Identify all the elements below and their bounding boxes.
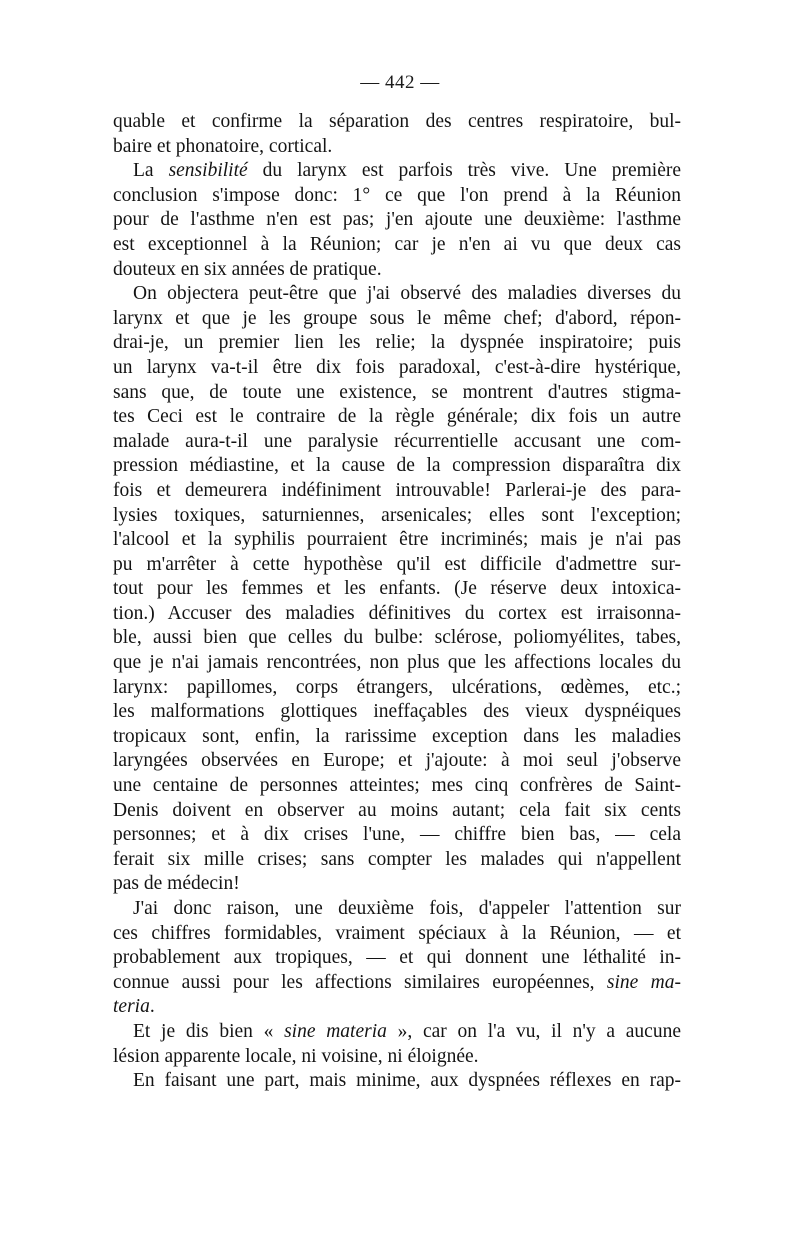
text-line: pu m'arrêter à cette hypothèse qu'il est difficile d'admettre sur- bbox=[113, 553, 681, 575]
text-line: est exceptionnel à la Réunion; car je n'en ai vu que deux cas bbox=[113, 233, 681, 255]
text-span: . bbox=[149, 996, 155, 1018]
text-line: ces chiffres formidables, vraiment spéciaux à la Réunion, — et bbox=[113, 922, 681, 944]
text-line: les malformations glottiques ineffaçables des vieux dyspnéiques bbox=[113, 701, 681, 723]
text-line: J'ai donc raison, une deuxième fois, d'appeler l'attention sur bbox=[133, 898, 681, 919]
text-line bbox=[113, 971, 681, 996]
italic-text: sine materia bbox=[284, 1020, 387, 1042]
text-line: tropicaux sont, enfin, la rarissime exception dans les maladies bbox=[113, 725, 681, 747]
text-line bbox=[113, 1020, 681, 1045]
text-line: lysies toxiques, saturniennes, arsenicales; elles sont l'exception; bbox=[113, 504, 681, 526]
text-line: douteux en six années de pratique. bbox=[113, 258, 382, 280]
text-line: quable et confirme la séparation des centres respiratoire, bul- bbox=[113, 111, 681, 132]
text-line: malade aura-t-il une paralysie récurrentielle accusant une com- bbox=[113, 430, 681, 452]
text-line: Denis doivent en observer au moins autant; cela fait six cents bbox=[113, 799, 681, 821]
text-line: tes Ceci est le contraire de la règle générale; dix fois un autre bbox=[113, 406, 681, 428]
text-line: tout pour les femmes et les enfants. (Je réserve deux intoxica- bbox=[113, 578, 681, 600]
italic-text: sine ma- bbox=[606, 971, 681, 993]
text-line: ferait six mille crises; sans compter les malades qui n'appellent bbox=[113, 848, 681, 870]
text-line: que je n'ai jamais rencontrées, non plus que les affections locales du bbox=[113, 652, 681, 674]
text-line: fois et demeurera indéfiniment introuvable! Parlerai-je des para- bbox=[113, 479, 681, 501]
italic-text: teria bbox=[113, 996, 150, 1018]
text-line: tion.) Accuser des maladies définitives du cortex est irraisonna- bbox=[113, 602, 681, 624]
text-line bbox=[113, 159, 681, 184]
text-line: ble, aussi bien que celles du bulbe: sclérose, poliomyélites, tabes, bbox=[113, 627, 681, 649]
text-span: connue aussi pour les affections similaires européennes, bbox=[113, 971, 607, 993]
text-line: sans que, de toute une existence, se montrent d'autres stigma- bbox=[113, 381, 681, 403]
text-line: baire et phonatoire, cortical. bbox=[113, 135, 333, 157]
text-line: drai-je, un premier lien les relie; la dyspnée inspiratoire; puis bbox=[113, 332, 681, 354]
text-line: une centaine de personnes atteintes; mes cinq confrères de Saint- bbox=[113, 775, 681, 797]
text-line: conclusion s'impose donc: 1° ce que l'on prend à la Réunion bbox=[113, 184, 681, 206]
text-line: un larynx va-t-il être dix fois paradoxal, c'est-à-dire hystérique, bbox=[113, 356, 681, 378]
text-span: La bbox=[133, 160, 169, 182]
text-line: probablement aux tropiques, — et qui donnent une léthalité in- bbox=[113, 947, 681, 969]
page-number: — 442 — bbox=[360, 72, 440, 93]
text-line: En faisant une part, mais minime, aux dyspnées réflexes en rap- bbox=[133, 1070, 681, 1092]
text-line: larynx et que je les groupe sous le même chef; d'abord, répon- bbox=[113, 307, 681, 329]
body-text bbox=[113, 110, 681, 1094]
text-line: lésion apparente locale, ni voisine, ni éloignée. bbox=[113, 1045, 479, 1067]
text-line: laryngées observées en Europe; et j'ajoute: à moi seul j'observe bbox=[113, 750, 681, 772]
text-line bbox=[113, 995, 681, 1020]
text-line: On objectera peut-être que j'ai observé des maladies diverses du bbox=[133, 283, 681, 305]
text-line: pression médiastine, et la cause de la compression disparaîtra dix bbox=[113, 455, 681, 477]
text-line: personnes; et à dix crises l'une, — chiffre bien bas, — cela bbox=[113, 824, 681, 846]
text-line: pour de l'asthme n'en est pas; j'en ajoute une deuxième: l'asthme bbox=[113, 209, 681, 231]
italic-text: sensibilité bbox=[168, 160, 248, 182]
text-span: Et je dis bien « bbox=[133, 1020, 285, 1042]
text-span: du larynx est parfois très vive. Une première bbox=[247, 160, 681, 182]
text-span: », car on l'a vu, il n'y a aucune bbox=[386, 1020, 681, 1042]
text-line: pas de médecin! bbox=[113, 873, 240, 895]
text-line: l'alcool et la syphilis pourraient être incriminés; mais je n'ai pas bbox=[113, 529, 681, 551]
text-line: larynx: papillomes, corps étrangers, ulcérations, œdèmes, etc.; bbox=[113, 676, 681, 698]
